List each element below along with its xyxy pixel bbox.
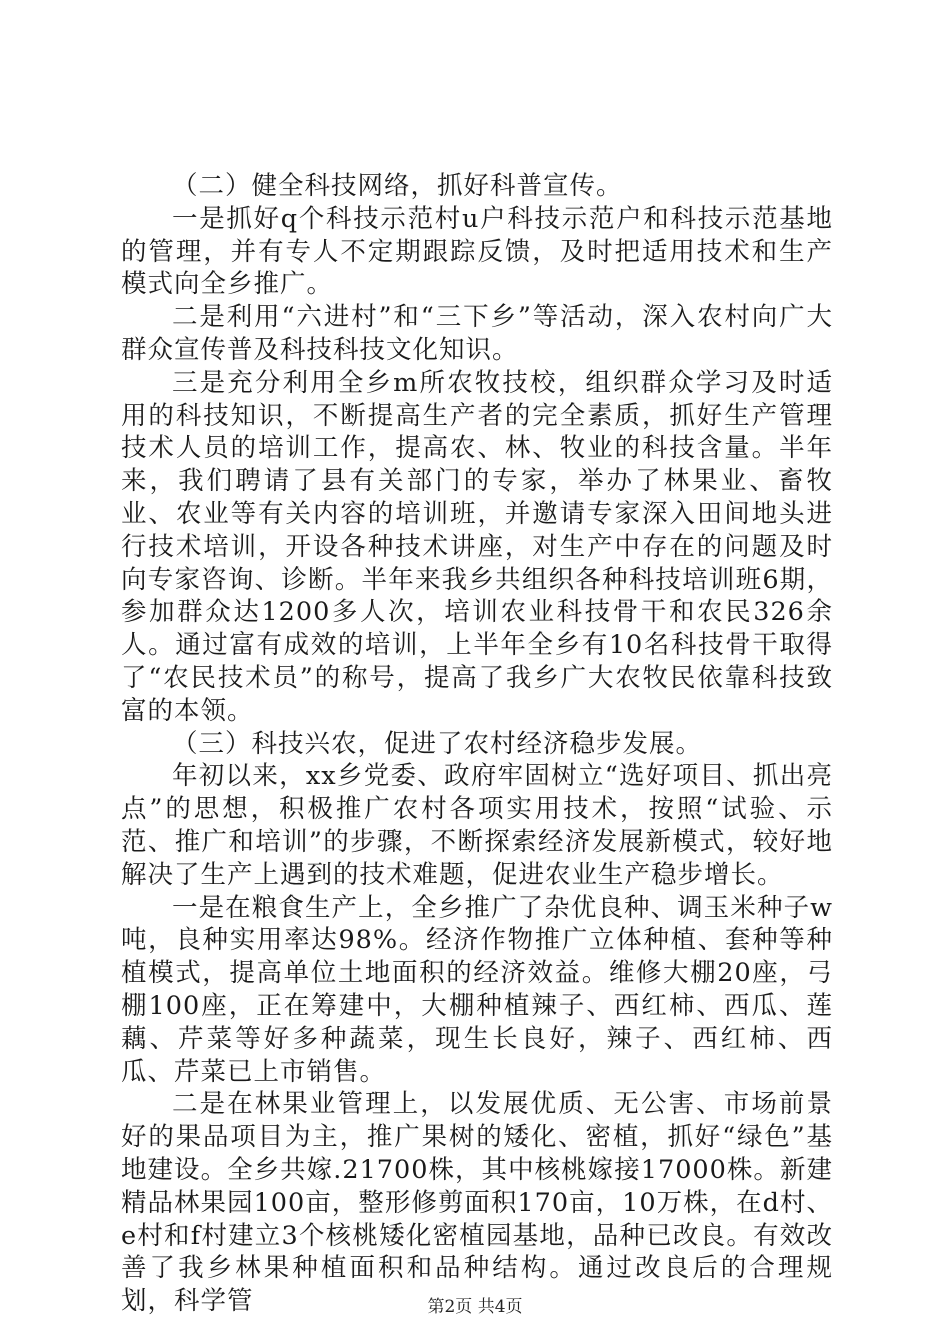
document-body bbox=[121, 170, 833, 1318]
section-heading: （二）健全科技网络，抓好科普宣传。 bbox=[172, 171, 623, 201]
body-paragraph: 年初以来，xx乡党委、政府牢固树立“选好项目、抓出亮点”的思想，积极推广农村各项实用技术，按照“试验、示范、推广和培训”的步骤，不断探索经济发展新模式，较好地解决了生产上遇到的技术难题，促进农业生产稳步增长。 bbox=[121, 761, 833, 890]
body-paragraph: 一是在粮食生产上，全乡推广了杂优良种、调玉米种子w吨，良种实用率达98%。经济作物推广立体种植、套种等种植模式，提高单位土地面积的经济效益。维修大棚20座，弓棚100座，正在筹建中，大棚种植辣子、西红柿、西瓜、莲藕、芹菜等好多种蔬菜，现生长良好，辣子、西红柿、西瓜、芹菜已上市销售。 bbox=[121, 892, 833, 1087]
section-heading: （三）科技兴农，促进了农村经济稳步发展。 bbox=[172, 728, 703, 759]
body-paragraph: 一是抓好q个科技示范村u户科技示范户和科技示范基地的管理，并有专人不定期跟踪反馈，及时把适用技术和生产模式向全乡推广。 bbox=[121, 203, 833, 300]
body-paragraph: 二是利用“六进村”和“三下乡”等活动，深入农村向广大群众宣传普及科技科技文化知识。 bbox=[121, 302, 833, 365]
body-paragraph: 二是在林果业管理上，以发展优质、无公害、市场前景好的果品项目为主，推广果树的矮化、密植，抓好“绿色”基地建设。全乡共嫁.21700株，其中核桃嫁接17000株。新建精品林果园100亩，整形修剪面积170亩，10万株，在d村、e村和f村建立3个核桃矮化密植园基地，品种已改良。有效改善了我乡林果种植面积和品种结构。通过改良后的合理规划，科学管 bbox=[121, 1089, 833, 1317]
body-paragraph: 三是充分利用全乡m所农牧技校，组织群众学习及时适用的科技知识，不断提高生产者的完全素质，抓好生产管理技术人员的培训工作，提高农、林、牧业的科技含量。半年来，我们聘请了县有关部门的专家，举办了林果业、畜牧业、农业等有关内容的培训班，并邀请专家深入田间地头进行技术培训，开设各种技术讲座，对生产中存在的问题及时向专家咨询、诊断。半年来我乡共组织各种科技培训班6期，参加群众达1200多人次，培训农业科技骨干和农民326余人。通过富有成效的培训，上半年全乡有10名科技骨干取得了“农民技术员”的称号，提高了我乡广大农牧民依靠科技致富的本领。 bbox=[121, 367, 833, 726]
page-number-footer: 第2页 共4页 bbox=[427, 1297, 523, 1317]
